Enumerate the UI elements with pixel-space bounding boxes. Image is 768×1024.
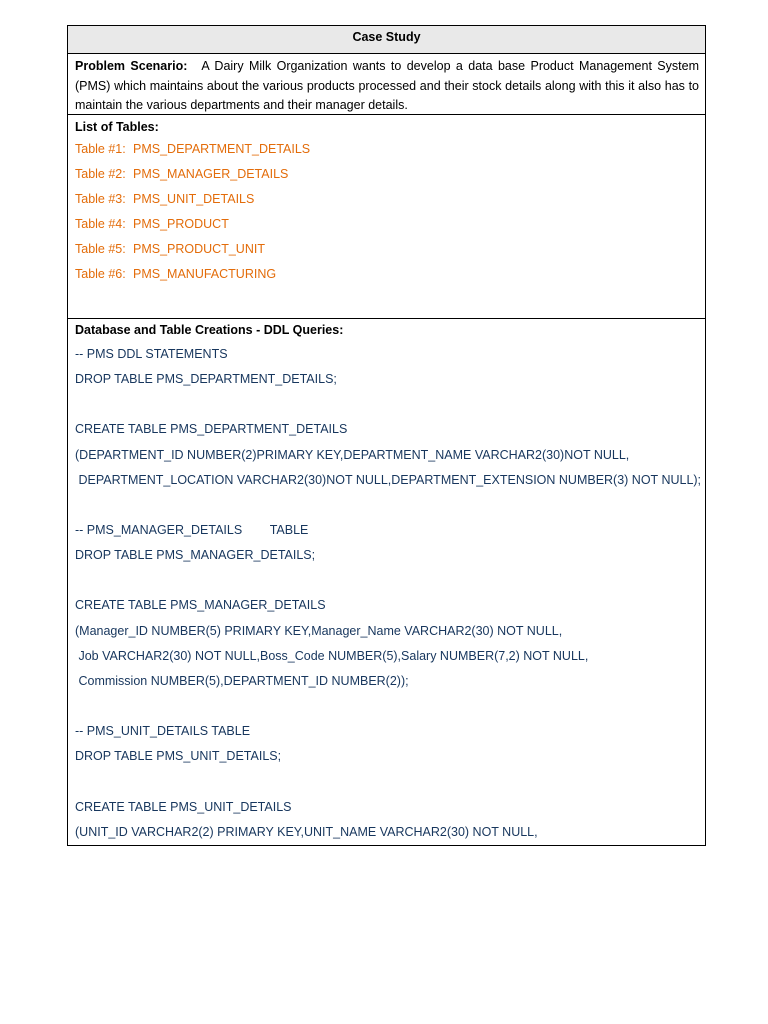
code-line [75,493,699,518]
code-line: CREATE TABLE PMS_MANAGER_DETAILS [75,598,326,613]
code-line: (UNIT_ID VARCHAR2(2) PRIMARY KEY,UNIT_NAME VARCHAR2(30) NOT NULL, [75,824,538,839]
table-name: PMS_MANUFACTURING [133,267,277,282]
ddl-code-block [75,342,702,845]
code-line [75,568,699,593]
code-line: DROP TABLE PMS_MANAGER_DETAILS; [75,548,316,563]
problem-scenario-label: Problem Scenario: [75,59,188,73]
code-line: DEPARTMENT_LOCATION VARCHAR2(30)NOT NULL,DEPARTMENT_EXTENSION NUMBER(3) NOT NULL); [75,472,702,487]
ddl-queries-cell [68,319,705,845]
table-name: PMS_PRODUCT [133,217,229,232]
table-number: Table #4: [75,217,126,232]
table-list-item [75,262,699,287]
table-name: PMS_UNIT_DETAILS [133,192,255,207]
code-line [75,769,699,794]
code-line: -- PMS_UNIT_DETAILS TABLE [75,724,251,739]
table-number: Table #5: [75,242,126,257]
table-number: Table #1: [75,142,126,156]
table-name: PMS_PRODUCT_UNIT [133,242,265,257]
code-line: -- PMS_MANAGER_DETAILS TABLE [75,522,309,537]
table-list [75,137,699,288]
ddl-queries-title: Database and Table Creations - DDL Queries: [75,323,344,337]
code-line: CREATE TABLE PMS_UNIT_DETAILS [75,799,292,814]
case-study-title: Case Study [352,30,421,44]
code-line: -- PMS DDL STATEMENTS [75,347,228,361]
list-of-tables-cell [68,115,705,319]
table-list-item [75,237,699,262]
code-line: DROP TABLE PMS_UNIT_DETAILS; [75,749,282,764]
table-name: PMS_MANAGER_DETAILS [133,167,289,182]
table-list-item [75,162,699,187]
table-number: Table #3: [75,192,126,207]
code-line: (DEPARTMENT_ID NUMBER(2)PRIMARY KEY,DEPARTMENT_NAME VARCHAR2(30)NOT NULL, [75,447,630,462]
problem-scenario-cell [68,54,705,115]
table-list-item [75,212,699,237]
code-line: (Manager_ID NUMBER(5) PRIMARY KEY,Manager_Name VARCHAR2(30) NOT NULL, [75,623,563,638]
code-line: Job VARCHAR2(30) NOT NULL,Boss_Code NUMBER(5),Salary NUMBER(7,2) NOT NULL, [75,648,589,663]
table-name: PMS_DEPARTMENT_DETAILS [133,142,311,156]
code-line: Commission NUMBER(5),DEPARTMENT_ID NUMBER(2)); [75,673,409,688]
code-line: DROP TABLE PMS_DEPARTMENT_DETAILS; [75,372,337,387]
list-of-tables-title: List of Tables: [75,120,159,134]
code-line: CREATE TABLE PMS_DEPARTMENT_DETAILS [75,422,348,437]
case-study-table [67,25,706,846]
code-line [75,694,699,719]
code-line [75,392,699,417]
table-number: Table #2: [75,167,126,182]
table-list-item [75,137,699,162]
case-study-header [68,26,705,54]
table-list-item [75,187,699,212]
table-number: Table #6: [75,267,126,282]
problem-scenario-text: A Dairy Milk Organization wants to develop a data base Product Management System (PMS) which maintains about the various products processed and their stock details along with this it also has to maintain the various departments and their manager details. [75,59,699,112]
